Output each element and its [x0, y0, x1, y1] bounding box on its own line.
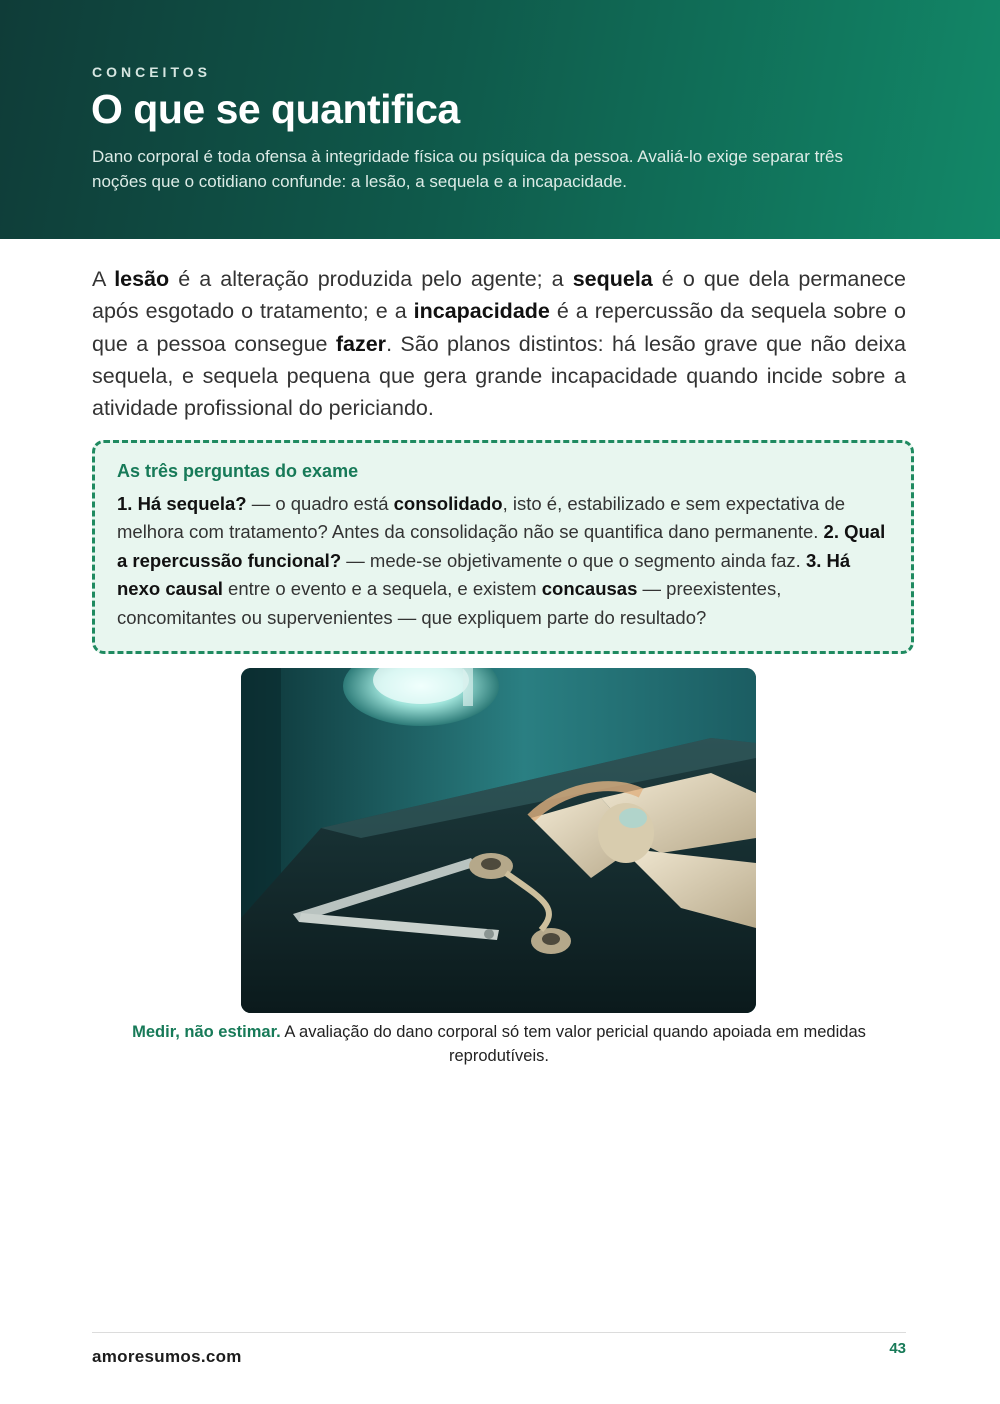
term-lesao: lesão: [114, 267, 170, 291]
term-concausas: concausas: [541, 578, 638, 600]
term-fazer: fazer: [335, 331, 387, 356]
page-header: [0, 0, 1000, 239]
figure-caption: [92, 1020, 906, 1068]
callout-text: — o quadro está: [246, 493, 394, 514]
question-1-label: 1. Há sequela?: [117, 493, 247, 514]
term-sequela: sequela: [572, 267, 653, 291]
section-eyebrow: CONCEITOS: [92, 64, 211, 80]
intro-text: é a alteração produzida pelo agente; a: [169, 267, 573, 291]
intro-paragraph: [92, 263, 906, 424]
callout-title: As três perguntas do exame: [117, 461, 359, 481]
callout-text: — mede-se objetivamente o que o segmento ainda faz.: [341, 549, 806, 571]
exam-questions-callout: [92, 440, 914, 654]
term-incapacidade: incapacidade: [413, 299, 550, 324]
callout-text: entre o evento e a sequela, e existem: [222, 578, 542, 600]
intro-text: é o que dela permanece após esgotado o tratamento; e a: [92, 267, 906, 324]
caption-lead: Medir, não estimar.: [132, 1023, 281, 1041]
page-subtitle: Dano corporal é toda ofensa à integridade física ou psíquica da pessoa. Avaliá-lo exige separar três noções que o cotidiano confunde: a lesão, a sequela e a incapacidade.: [92, 147, 843, 191]
term-consolidado: consolidado: [393, 493, 503, 514]
callout-body: [117, 490, 895, 632]
question-3-label: 3. Há nexo causal: [117, 549, 851, 600]
caption-text: A avaliação do dano corporal só tem valor pericial quando apoiada em medidas reprodutíveis.: [280, 1023, 866, 1065]
intro-text: A: [92, 267, 115, 291]
callout-text: , isto é, estabilizado e sem expectativa de melhora com tratamento? Antes da consolidação não se quantifica dano permanente.: [117, 493, 846, 543]
page-number: 43: [889, 1340, 906, 1357]
question-2-label: 2. Qual a repercussão funcional?: [117, 521, 886, 571]
page-title: O que se quantifica: [91, 86, 460, 132]
photo-illustration: [241, 668, 756, 1013]
intro-text: é a repercussão da sequela sobre o que a pessoa consegue: [92, 299, 906, 356]
intro-text: . São planos distintos: há lesão grave que não deixa sequela, e sequela pequena que gera grande incapacidade quando incide sobre a atividade profissional do periciando.: [92, 331, 906, 421]
callout-text: — preexistentes, concomitantes ou supervenientes — que expliquem parte do resultado?: [117, 578, 782, 628]
footer-divider: [92, 1332, 906, 1333]
knee-measurement-photo: [241, 668, 756, 1013]
footer-site: amoresumos.com: [92, 1347, 242, 1366]
